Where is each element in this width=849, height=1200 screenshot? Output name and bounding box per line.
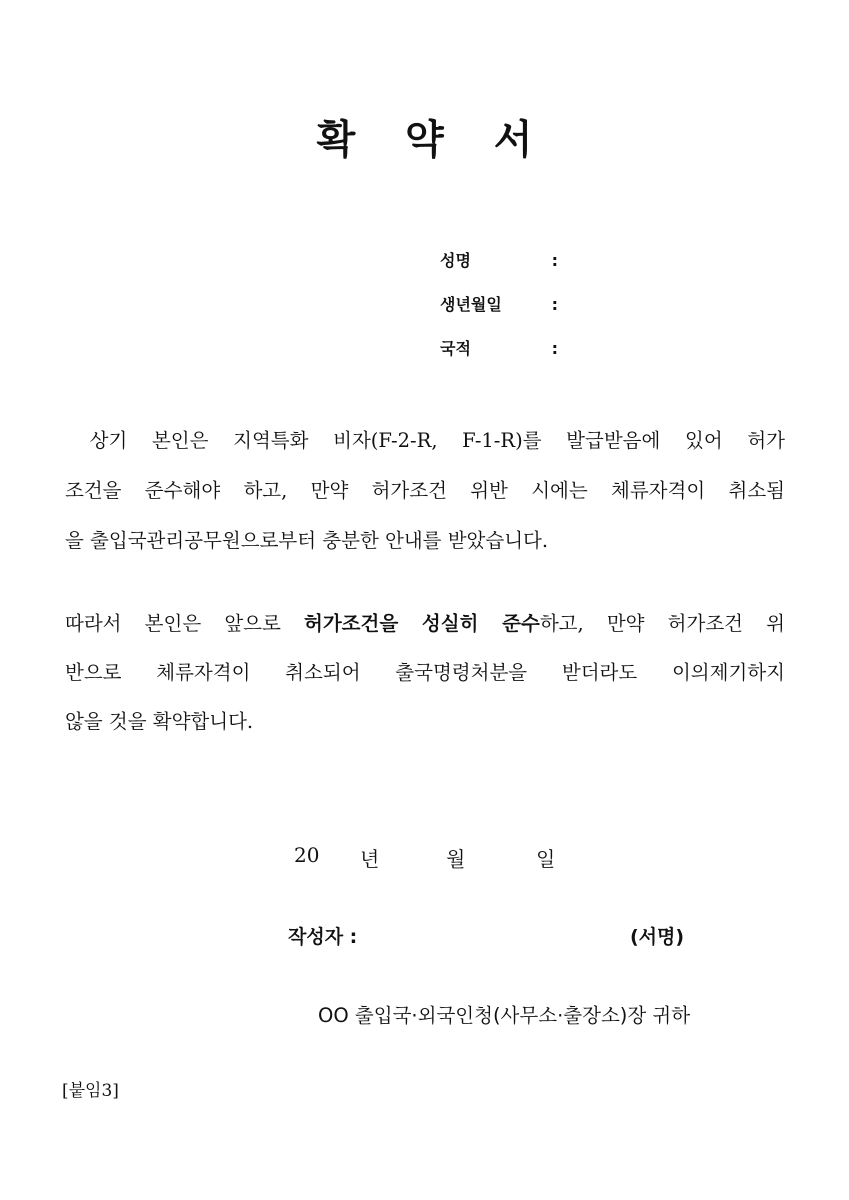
attachment-label: [붙임3] bbox=[62, 1081, 119, 1101]
signature-label: (서명) bbox=[630, 926, 685, 948]
info-row-name bbox=[440, 248, 558, 278]
paragraph-line: 반으로 체류자격이 취소되어 출국명령처분을 받더라도 이의제기하지 bbox=[65, 661, 785, 684]
date-row bbox=[0, 843, 849, 873]
paragraph-line: 않을 것을 확약합니다. bbox=[65, 710, 254, 733]
date-day-label: 일 bbox=[536, 847, 556, 871]
writer-label: 작성자 : bbox=[288, 926, 358, 948]
recipient: OO 출입국·외국인청(사무소·출장소)장 귀하 bbox=[318, 1004, 691, 1027]
paragraph-line bbox=[65, 610, 785, 638]
paragraph-line: 조건을 준수해야 하고, 만약 허가조건 위반 시에는 체류자격이 취소됨 bbox=[65, 479, 785, 502]
date-year-prefix: 20 bbox=[294, 843, 320, 867]
date-month-label: 월 bbox=[446, 847, 466, 871]
pledge-emphasis: 허가조건을 성실히 준수 bbox=[303, 612, 540, 635]
info-row-birthdate bbox=[440, 292, 558, 322]
info-label-birthdate: 생년월일 bbox=[440, 295, 502, 314]
info-row-nationality bbox=[440, 336, 558, 366]
info-colon: : bbox=[551, 295, 558, 314]
date-year-label: 년 bbox=[360, 847, 380, 871]
info-colon: : bbox=[551, 339, 558, 358]
paragraph-line: 상기 본인은 지역특화 비자(F-2-R, F-1-R)를 발급받음에 있어 허가 bbox=[65, 429, 785, 452]
pledge-text: 따라서 본인은 앞으로 bbox=[65, 612, 304, 635]
paragraph-line: 을 출입국관리공무원으로부터 충분한 안내를 받았습니다. bbox=[65, 529, 549, 552]
document-title: 확 약 서 bbox=[316, 117, 551, 163]
info-colon: : bbox=[551, 251, 558, 270]
info-label-name: 성명 bbox=[440, 251, 471, 270]
pledge-text: 하고, 만약 허가조건 위 bbox=[539, 612, 785, 635]
info-label-nationality: 국적 bbox=[440, 339, 471, 358]
